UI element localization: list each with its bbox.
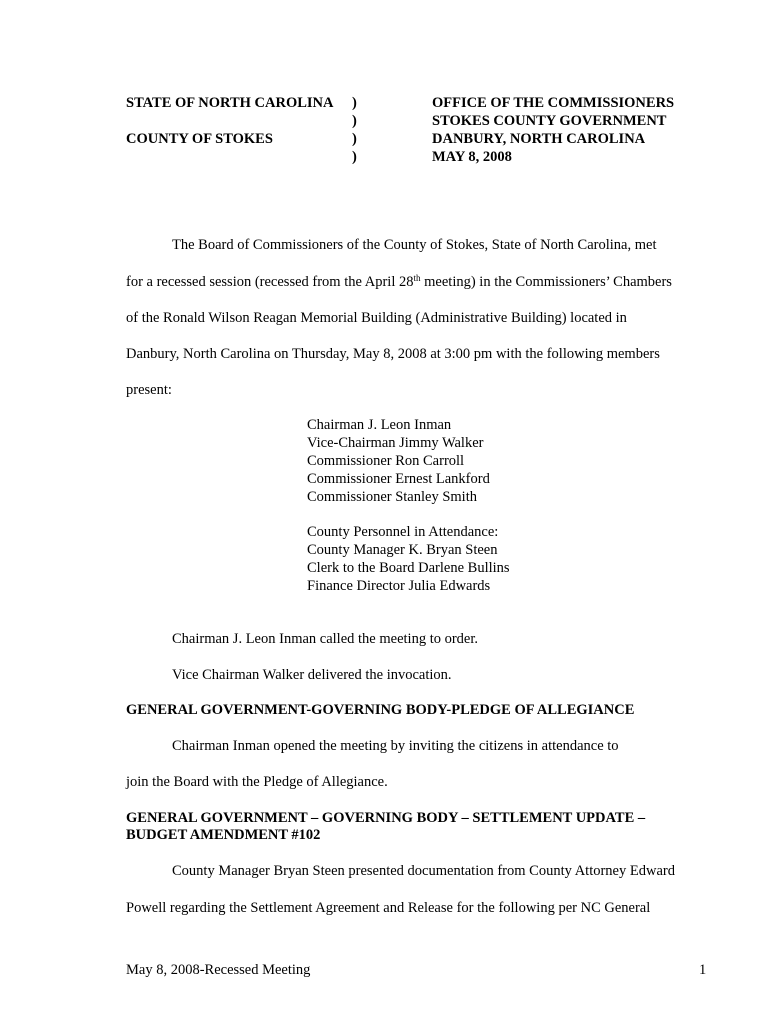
intro-line: of the Ronald Wilson Reagan Memorial Building (Administrative Building) located in xyxy=(126,310,627,326)
caption-paren: ) xyxy=(352,113,357,129)
personnel-item: Clerk to the Board Darlene Bullins xyxy=(307,560,510,576)
caption-office: OFFICE OF THE COMMISSIONERS xyxy=(432,95,675,111)
member-item: Commissioner Ernest Lankford xyxy=(307,471,490,487)
section-heading: GENERAL GOVERNMENT-GOVERNING BODY-PLEDGE OF ALLEGIANCE xyxy=(126,702,635,718)
footer-meeting-label: May 8, 2008-Recessed Meeting xyxy=(126,962,311,978)
intro-line: present: xyxy=(126,382,172,398)
caption-county: COUNTY OF STOKES xyxy=(126,131,273,147)
intro-line: for a recessed session (recessed from the April 28th meeting) in the Commissioners’ Chambers xyxy=(126,273,672,290)
section-line: County Manager Bryan Steen presented documentation from County Attorney Edward xyxy=(172,863,675,879)
personnel-item: Finance Director Julia Edwards xyxy=(307,578,491,594)
section-line: Powell regarding the Settlement Agreement and Release for the following per NC General xyxy=(126,900,651,916)
intro-line: Danbury, North Carolina on Thursday, May 8, 2008 at 3:00 pm with the following members xyxy=(126,346,660,362)
member-item: Chairman J. Leon Inman xyxy=(307,417,452,433)
caption-paren: ) xyxy=(352,95,357,111)
member-item: Commissioner Stanley Smith xyxy=(307,489,477,505)
personnel-item: County Manager K. Bryan Steen xyxy=(307,542,498,558)
caption-paren: ) xyxy=(352,149,357,165)
invocation: Vice Chairman Walker delivered the invocation. xyxy=(172,667,452,683)
caption-date: MAY 8, 2008 xyxy=(432,149,512,165)
caption-state: STATE OF NORTH CAROLINA xyxy=(126,95,334,111)
caption-paren: ) xyxy=(352,131,357,147)
page-number: 1 xyxy=(699,962,707,978)
section-line: Chairman Inman opened the meeting by inviting the citizens in attendance to xyxy=(172,738,619,754)
section-heading: BUDGET AMENDMENT #102 xyxy=(126,827,321,843)
caption-location: DANBURY, NORTH CAROLINA xyxy=(432,131,646,147)
call-to-order: Chairman J. Leon Inman called the meeting to order. xyxy=(172,631,479,647)
intro-line: The Board of Commissioners of the County of Stokes, State of North Carolina, met xyxy=(172,237,657,253)
caption-government: STOKES COUNTY GOVERNMENT xyxy=(432,113,667,129)
member-item: Commissioner Ron Carroll xyxy=(307,453,465,469)
section-heading: GENERAL GOVERNMENT – GOVERNING BODY – SETTLEMENT UPDATE – xyxy=(126,810,646,826)
personnel-heading: County Personnel in Attendance: xyxy=(307,524,499,540)
member-item: Vice-Chairman Jimmy Walker xyxy=(307,435,484,451)
section-line: join the Board with the Pledge of Allegiance. xyxy=(126,774,388,790)
